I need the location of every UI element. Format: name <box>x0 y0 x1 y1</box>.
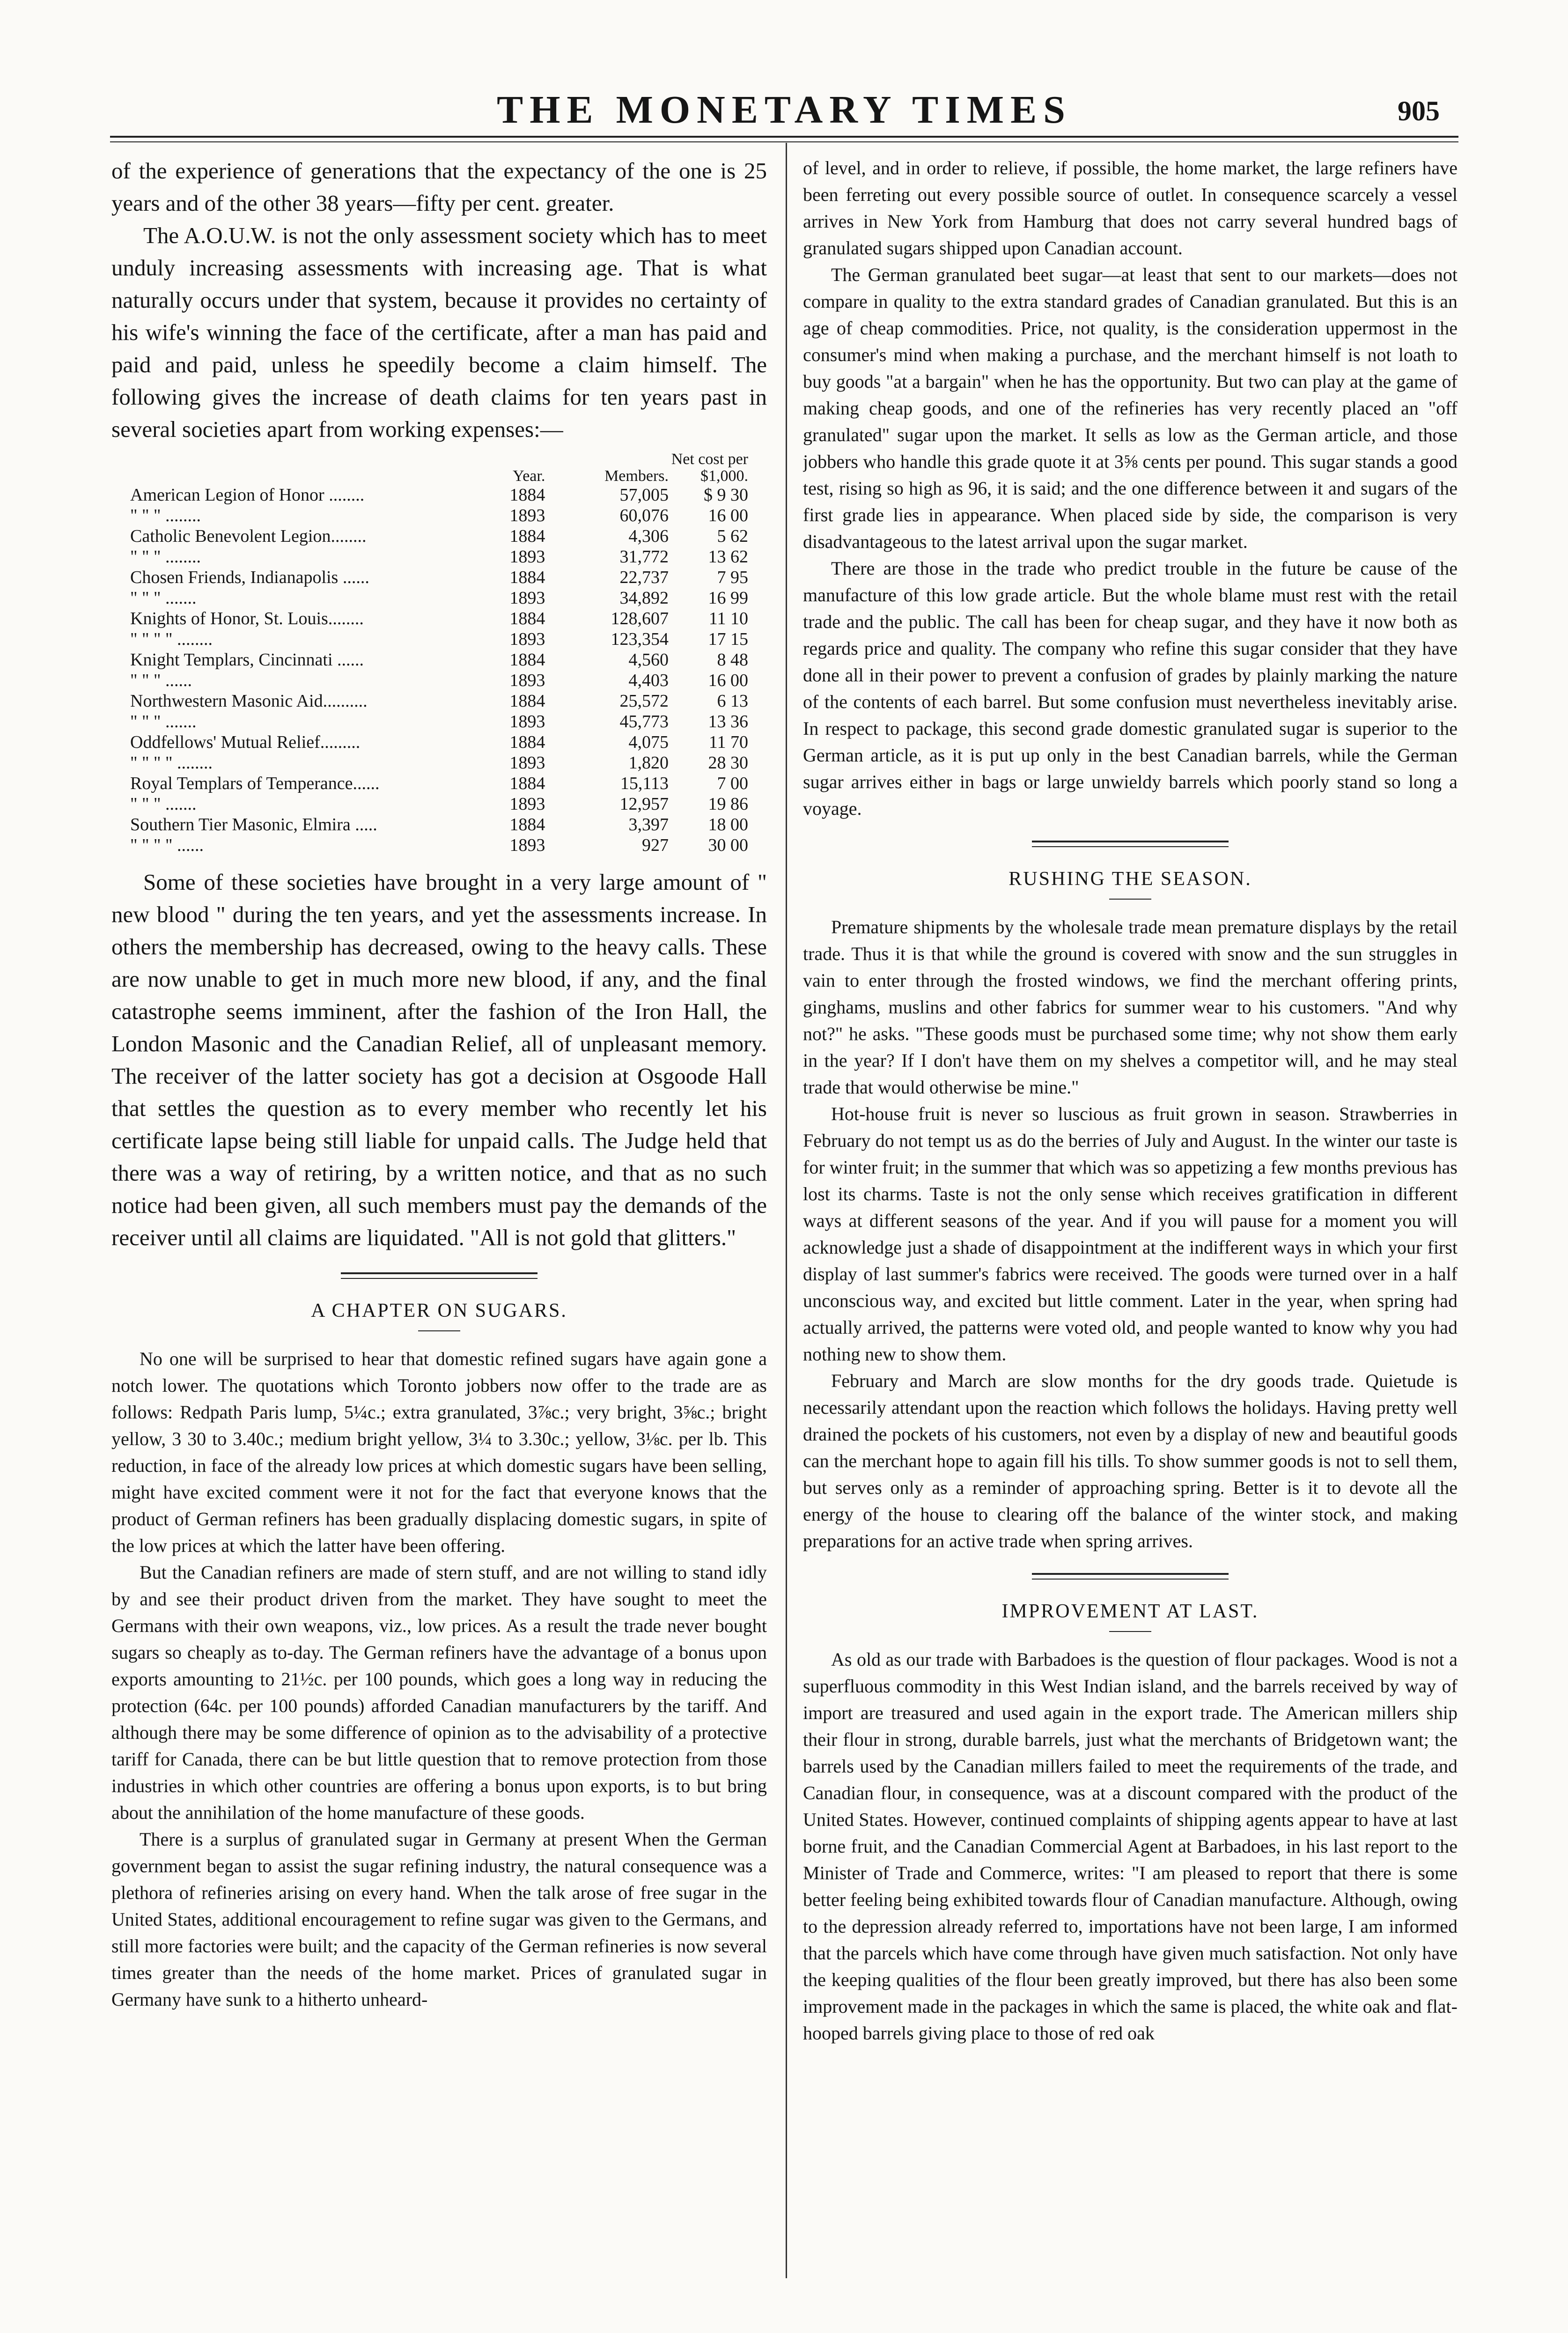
article-paragraph: Hot-house fruit is never so luscious as fruit grown in season. Strawberries in February do not tempt us as do the berries of July and August. In the winter our taste is for winter fruit; in the summer that which was so appetizing a few months previous has lost its charms. Taste is not the only sense which receives gratification in different ways at different seasons of the year. And if you will pause for a moment you will acknowledge just a shade of disappointment at the indifferent ways in which your first display of last summer's fabrics were received. The goods were turned over in a half unconscious way, and excited but little comment. Later in the year, when spring had actually arrived, the patterns were voted old, and people wanted to know why you had nothing new to show them. <box>803 1103 1458 1365</box>
death-claims-table <box>111 451 767 856</box>
table-cell-net-cost: 7 00 <box>717 774 748 793</box>
assessment-article <box>111 155 767 445</box>
table-cell-members: 31,772 <box>619 547 669 567</box>
table-cell-net-cost: 6 13 <box>717 691 748 711</box>
table-cell-society: Northwestern Masonic Aid.......... <box>130 691 368 711</box>
table-cell-net-cost: 30 00 <box>708 835 748 855</box>
table-cell-year: 1884 <box>509 774 545 793</box>
table-cell-members: 45,773 <box>619 712 669 731</box>
assessment-article-continued <box>111 866 767 1254</box>
table-row <box>130 773 748 794</box>
table-cell-society: " " " ....... <box>130 794 197 814</box>
table-cell-net-cost: 16 00 <box>708 671 748 690</box>
table-cell-year: 1893 <box>509 794 545 814</box>
table-row <box>130 753 748 773</box>
table-cell-net-cost: $ 9 30 <box>704 485 748 505</box>
article-paragraph: There is a surplus of granulated sugar in Germany at present When the German government began to assist the sugar refining industry, the natural consequence was a plethora of refineries arising on every hand. When the talk arose of free sugar in the United States, additional encouragement to refine sugar was given to the Germans, and still more factories were built; and the capacity of the German refineries is now several times greater than the needs of the home market. Prices of granulated sugar in Germany have sunk to a hitherto unheard- <box>111 1829 767 2010</box>
section-heading-improvement <box>803 1573 1458 1632</box>
table-cell-society: " " " ....... <box>130 588 197 608</box>
article-paragraph: The A.O.U.W. is not the only assessment society which has to meet unduly increasing assessments with increasing age. That is what naturally occurs under that system, because it provides no certainty of his wife's winning the face of the certificate, after a man has paid and paid and paid, unless he speedily become a claim himself. The following gives the increase of death claims for ten years past in several societies apart from working expenses:— <box>111 222 767 442</box>
improvement-article <box>803 1646 1458 2046</box>
table-cell-net-cost: 18 00 <box>708 815 748 834</box>
table-row <box>130 794 748 814</box>
table-cell-year: 1884 <box>509 568 545 587</box>
article-paragraph: of the experience of generations that the expectancy of the one is 25 years and of the other 38 years—fifty per cent. greater. <box>111 158 767 216</box>
table-cell-members: 12,957 <box>619 794 669 814</box>
table-cell-net-cost: 19 86 <box>708 794 748 814</box>
section-title: A CHAPTER ON SUGARS. <box>311 1300 567 1322</box>
table-cell-members: 25,572 <box>619 691 669 711</box>
table-cell-year: 1884 <box>509 691 545 711</box>
table-cell-society: Knight Templars, Cincinnati ...... <box>130 650 364 670</box>
table-cell-society: " " " ........ <box>130 506 201 525</box>
table-cell-society: Royal Templars of Temperance...... <box>130 774 380 793</box>
table-cell-net-cost: 28 30 <box>708 753 748 773</box>
table-cell-society: Oddfellows' Mutual Relief......... <box>130 732 361 752</box>
sugars-article <box>111 1345 767 2013</box>
heading-short-rule <box>418 1330 460 1331</box>
table-cell-members: 4,306 <box>628 526 669 546</box>
table-cell-year: 1884 <box>509 485 545 505</box>
table-cell-members: 1,820 <box>628 753 669 773</box>
table-cell-society: Chosen Friends, Indianapolis ...... <box>130 568 369 587</box>
section-heading-rushing <box>803 841 1458 900</box>
table-header-net-cost: Net cost per $1,000. <box>671 450 748 485</box>
table-cell-year: 1884 <box>509 650 545 670</box>
table-cell-year: 1893 <box>509 629 545 649</box>
table-cell-year: 1884 <box>509 732 545 752</box>
table-row <box>130 650 748 670</box>
section-heading-sugars <box>111 1272 767 1331</box>
heading-double-rule <box>1032 841 1229 847</box>
article-paragraph: February and March are slow months for the dry goods trade. Quietude is necessarily attendant upon the reaction which follows the holidays. Having pretty well drained the pockets of his customers, not even by a display of new and beautiful goods can the merchant hope to again fill his tills. To show summer goods is not to sell them, but serves only as a reminder of approaching spring. Better is it to devote all the energy of the house to clearing off the balance of the winter stock, and making preparations for an active trade when spring arrives. <box>803 1370 1458 1551</box>
table-cell-year: 1893 <box>509 712 545 731</box>
table-row <box>130 670 748 691</box>
section-title: RUSHING THE SEASON. <box>1009 868 1252 890</box>
table-cell-net-cost: 7 95 <box>717 568 748 587</box>
article-paragraph: Some of these societies have brought in a very large amount of " new blood " during the ten years, and yet the assessments increase. In others the membership has decreased, owing to the heavy calls. These are now unable to get in much more new blood, if any, and the final catastrophe seems imminent, after the fashion of the Iron Hall, the London Masonic and the Canadian Relief, all of unpleasant memory. The receiver of the latter society has got a decision at Osgoode Hall that settles the question as to every member who recently let his certificate lapse being still liable for unpaid calls. The Judge held that there was a way of retiring, by a written notice, and that as no such notice had been given, all such members must pay the demands of the receiver until all claims are liquidated. "All is not gold that glitters." <box>111 869 767 1250</box>
header-rule-bottom <box>110 141 1458 142</box>
page-number: 905 <box>1398 96 1440 126</box>
table-row <box>130 526 748 546</box>
table-cell-members: 927 <box>642 835 669 855</box>
table-cell-net-cost: 5 62 <box>717 526 748 546</box>
table-cell-year: 1893 <box>509 547 545 567</box>
table-header-row <box>130 451 748 485</box>
table-cell-net-cost: 11 10 <box>708 609 748 628</box>
table-cell-year: 1893 <box>509 835 545 855</box>
table-cell-society: " " " " ........ <box>130 753 213 773</box>
table-row <box>130 691 748 711</box>
table-cell-members: 15,113 <box>620 774 669 793</box>
table-header-year: Year. <box>513 467 545 485</box>
table-cell-net-cost: 16 99 <box>708 588 748 608</box>
table-row <box>130 732 748 753</box>
table-cell-year: 1893 <box>509 506 545 525</box>
table-cell-members: 4,075 <box>628 732 669 752</box>
table-cell-society: Southern Tier Masonic, Elmira ..... <box>130 815 377 834</box>
article-paragraph: As old as our trade with Barbadoes is the question of flour packages. Wood is not a superfluous commodity in this West Indian island, and the barrels received by way of import are treasured and used again in the export trade. The American millers ship their flour in strong, durable barrels, just what the merchants of Bridgetown want; the barrels used by the Canadian millers failed to meet the requirements of the trade, and Canadian flour, in consequence, was at a discount compared with the product of the United States. However, continued complaints of shipping agents appear to have at last borne fruit, and the Canadian Commercial Agent at Barbadoes, in his last report to the Minister of Trade and Commerce, writes: "I am pleased to report that there is some better feeling being exhibited towards flour of Canadian manufacture. Although, owing to the depression already referred to, importations have not been large, I am informed that the parcels which have come through have given much satisfaction. Not only have the keeping qualities of the flour been greatly improved, but there has also been some improvement made in the packages in which the same is placed, the white oak and flat-hooped barrels giving place to those of red oak <box>803 1649 1458 2044</box>
table-row <box>130 505 748 526</box>
table-row <box>130 629 748 650</box>
table-cell-year: 1893 <box>509 588 545 608</box>
table-cell-society: " " " " ........ <box>130 629 213 649</box>
left-column <box>111 155 767 2290</box>
table-cell-net-cost: 8 48 <box>717 650 748 670</box>
heading-short-rule <box>1109 899 1151 900</box>
table-cell-members: 4,560 <box>628 650 669 670</box>
table-header-society <box>130 451 477 485</box>
table-cell-members: 123,354 <box>611 629 669 649</box>
table-row <box>130 485 748 505</box>
table-row <box>130 814 748 835</box>
table-cell-members: 3,397 <box>628 815 669 834</box>
table-row <box>130 588 748 608</box>
table-cell-year: 1884 <box>509 526 545 546</box>
table-cell-society: " " " ........ <box>130 547 201 567</box>
article-paragraph: of level, and in order to relieve, if possible, the home market, the large refiners have been ferreting out every possible source of outlet. In consequence scarcely a vessel arrives in New York from Hamburg that does not carry several hundred bags of granulated sugars shipped upon Canadian account. <box>803 157 1458 258</box>
article-paragraph: There are those in the trade who predict trouble in the future be cause of the manufacture of this low grade article. But the whole blame must rest with the retail trade and the public. The call has been for cheap sugar, and they have it now both as regards price and quality. The company who refine this sugar consider that they have done all in their power to prevent a confusion of grades by plainly marking the nature of the contents of each barrel. But some confusion must nevertheless inevitably arise. In respect to package, this second grade domestic granulated sugar is superior to the German article, as it is put up only in the best Canadian barrels, while the German sugar arrives either in bags or large unwieldy barrels which poorly stand so long a voyage. <box>803 558 1458 819</box>
table-cell-society: Catholic Benevolent Legion........ <box>130 526 367 546</box>
table-cell-year: 1893 <box>509 753 545 773</box>
heading-double-rule <box>1032 1573 1229 1580</box>
article-paragraph: Premature shipments by the wholesale trade mean premature displays by the retail trade. Thus it is that while the ground is covered with snow and the sun struggles in vain to enter through the frosted windows, we find the merchant offering prints, ginghams, muslins and other fabrics for summer wear to his customers. "And why not?" he asks. "These goods must be purchased some time; why not show them early in the year? If I don't have them on my shelves a competitor will, and he may steal trade that would otherwise be mine." <box>803 916 1458 1098</box>
article-paragraph: But the Canadian refiners are made of stern stuff, and are not willing to stand idly by and see their product driven from the market. They have sought to meet the Germans with their own weapons, viz., low prices. As a result the trade never bought sugars so cheaply as to-day. The German refiners have the advantage of a bonus upon exports amounting to 21½c. per 100 pounds, which goes a long way in reducing the protection (64c. per 100 pounds) afforded Canadian manufacturers by the tariff. And although there may be some difference of opinion as to the advisability of a protective tariff for Canada, there can be but little question that to remove protection from those industries in which other countries are offering a bonus upon exports, is to but bring about the annihilation of the home manufacture of these goods. <box>111 1562 767 1823</box>
table-row <box>130 711 748 732</box>
table-cell-net-cost: 17 15 <box>708 629 748 649</box>
table-cell-members: 128,607 <box>611 609 669 628</box>
table-cell-net-cost: 11 70 <box>708 732 748 752</box>
column-separator <box>786 143 787 2278</box>
table-cell-year: 1893 <box>509 671 545 690</box>
table-row <box>130 835 748 856</box>
table-cell-members: 60,076 <box>619 506 669 525</box>
table-cell-net-cost: 13 62 <box>708 547 748 567</box>
table-cell-members: 4,403 <box>628 671 669 690</box>
rushing-article <box>803 914 1458 1554</box>
article-paragraph: The German granulated beet sugar—at least that sent to our markets—does not compare in quality to the extra standard grades of Canadian granulated. But this is an age of cheap commodities. Price, not quality, is the consideration uppermost in the consumer's mind when making a purchase, and the merchant himself is not loath to buy goods "at a bargain" when he has the opportunity. But two can play at the game of making cheap goods, and one of the refineries has very recently placed an "off granulated" sugar upon the market. It sells as low as the German article, and those jobbers who handle this grade quote it at 3⅝ cents per pound. This sugar stands a good test, rising so high as 96, it is said; and the one difference between it and sugars of the first grade lies in appearance. When placed side by side, the comparison is very disadvantageous to the latest arrival upon the sugar market. <box>803 264 1458 552</box>
table-cell-year: 1884 <box>509 609 545 628</box>
table-header-members: Members. <box>604 467 669 485</box>
article-paragraph: No one will be surprised to hear that domestic refined sugars have again gone a notch lower. The quotations which Toronto jobbers now offer to the trade are as follows: Redpath Paris lump, 5¼c.; extra granulated, 3⅞c.; very bright, 3⅝c.; bright yellow, 3 30 to 3.40c.; medium bright yellow, 3¼ to 3.30c.; yellow, 3⅛c. per lb. This reduction, in face of the already low prices at which domestic sugars have been selling, might have excited comment were it not for the fact that everyone knows that the product of German refiners has been gradually displacing domestic sugars, in spite of the low prices at which the latter have been offering. <box>111 1348 767 1556</box>
table-cell-society: " " " ...... <box>130 671 192 690</box>
heading-double-rule <box>341 1272 537 1279</box>
table-row <box>130 546 748 567</box>
header-rule-top <box>110 136 1458 138</box>
table-row <box>130 608 748 629</box>
masthead <box>110 87 1458 138</box>
table-cell-society: Knights of Honor, St. Louis........ <box>130 609 364 628</box>
sugars-article-continued <box>803 155 1458 822</box>
heading-short-rule <box>1109 1631 1151 1632</box>
table-cell-society: " " " ....... <box>130 712 197 731</box>
table-cell-society: American Legion of Honor ........ <box>130 485 365 505</box>
newspaper-title: THE MONETARY TIMES <box>497 88 1072 132</box>
section-title: IMPROVEMENT AT LAST. <box>1001 1601 1259 1622</box>
table-cell-members: 57,005 <box>619 485 669 505</box>
table-cell-members: 22,737 <box>619 568 669 587</box>
table-row <box>130 567 748 588</box>
table-cell-members: 34,892 <box>619 588 669 608</box>
right-column <box>803 155 1458 2290</box>
table-cell-society: " " " " ...... <box>130 835 204 855</box>
table-cell-net-cost: 16 00 <box>708 506 748 525</box>
table-cell-net-cost: 13 36 <box>708 712 748 731</box>
table-cell-year: 1884 <box>509 815 545 834</box>
